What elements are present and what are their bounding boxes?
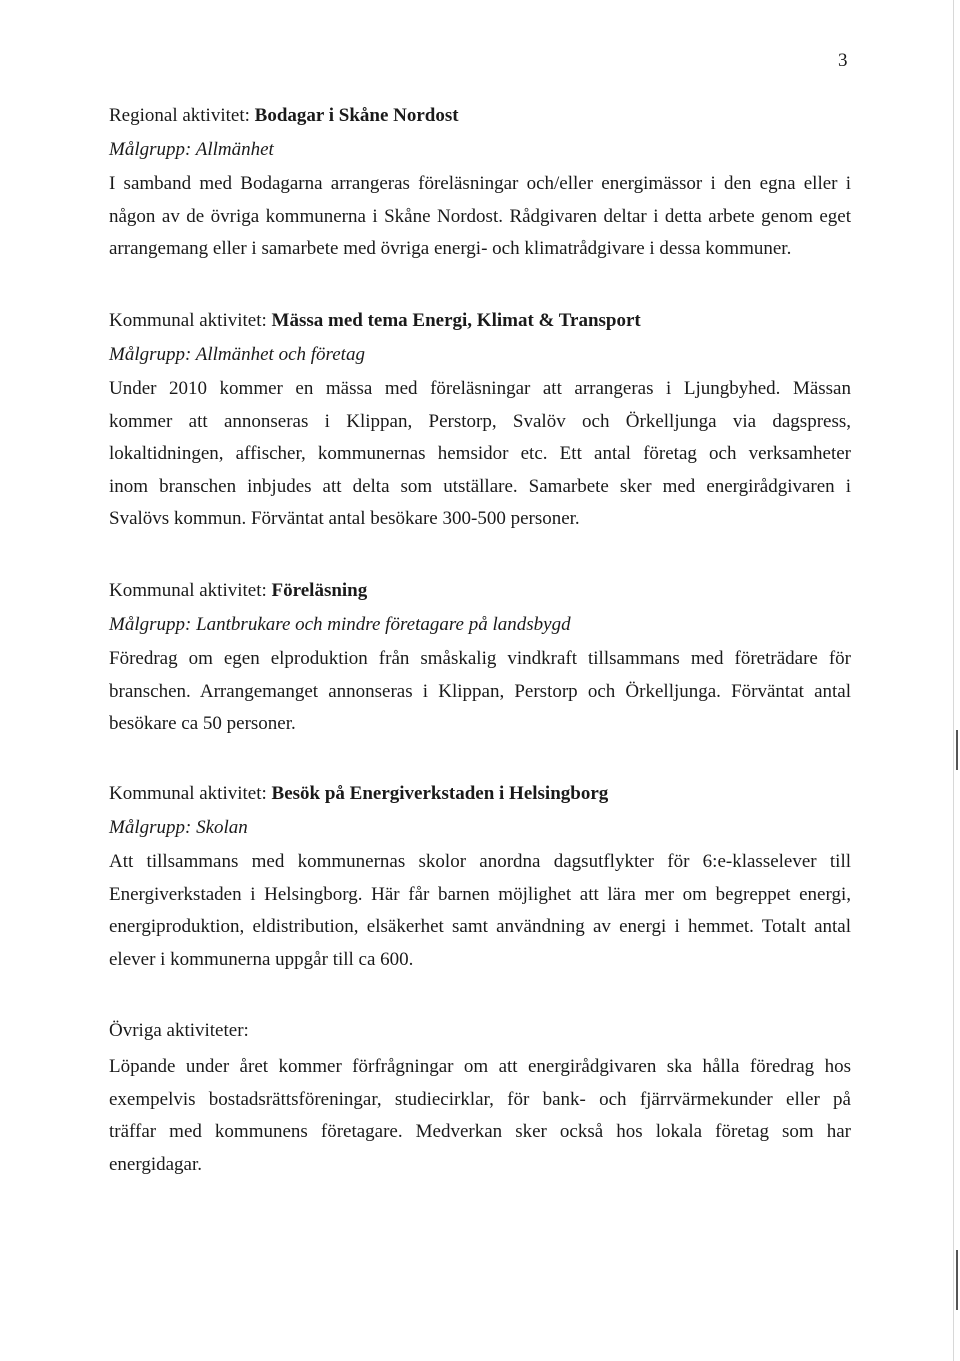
target-value: Allmänhet — [195, 139, 274, 160]
body-line: Energiverkstaden i Helsingborg. Här får barnen möjlighet att lära mer om begreppet energi, — [109, 883, 851, 905]
body-line: Att tillsammans med kommunernas skolor anordna dagsutflykter för 6:e-klasselever till — [109, 851, 851, 872]
target-value: Skolan — [196, 817, 248, 838]
heading-title: Besök på Energiverkstaden i Helsingborg — [271, 783, 609, 804]
body-line: Löpande under året kommer förfrågningar om att energirådgivaren ska hålla föredrag hos — [109, 1056, 851, 1077]
body-line: branschen. Arrangemanget annonseras i Klippan, Perstorp och Örkelljunga. Förväntat antal — [109, 680, 851, 702]
section-heading — [109, 102, 851, 130]
section-forelasning — [109, 577, 851, 741]
body-line: besökare ca 50 personer. — [109, 713, 296, 734]
section-energiverkstaden — [109, 780, 851, 976]
body-line: Under 2010 kommer en mässa med föreläsningar att arrangeras i Ljungbyhed. Mässan — [109, 378, 851, 399]
target-group — [109, 341, 851, 369]
body-line: energidagar. — [109, 1153, 203, 1175]
target-group — [109, 814, 851, 842]
section-heading — [109, 577, 851, 605]
heading-title: Bodagar i Skåne Nordost — [254, 105, 459, 126]
body-line: kommer att annonseras i Klippan, Perstorp, Svalöv och Örkelljunga via dagspress, — [109, 410, 851, 432]
section-body — [109, 846, 851, 976]
body-line: elever i kommunerna uppgår till ca 600. — [109, 948, 414, 970]
body-line: energiproduktion, eldistribution, elsäkerhet samt användning av energi i hemmet. Totalt antal — [109, 916, 851, 937]
target-label: Målgrupp: — [109, 614, 197, 635]
body-line: exempelvis bostadsrättsföreningar, studiecirklar, för bank- och fjärrvärmekunder eller på — [109, 1088, 851, 1110]
body-line: Svalövs kommun. Förväntat antal besökare 300-500 personer. — [109, 508, 580, 529]
heading-prefix: Regional aktivitet: — [109, 105, 255, 126]
target-label: Målgrupp: — [109, 817, 197, 838]
heading-prefix: Kommunal aktivitet: — [109, 580, 272, 601]
scan-mark — [956, 1250, 958, 1310]
section-heading — [109, 780, 851, 808]
target-label: Målgrupp: — [109, 139, 196, 160]
target-group — [109, 611, 851, 639]
heading-prefix: Övriga aktiviteter: — [109, 1020, 249, 1041]
heading-prefix: Kommunal aktivitet: — [109, 783, 272, 804]
body-line: inom branschen inbjudes att delta som utställare. Samarbete sker med energirådgivaren i — [109, 475, 851, 497]
target-value: Lantbrukare och mindre företagare på landsbygd — [196, 614, 571, 635]
heading-title: Föreläsning — [271, 580, 368, 601]
body-line: lokaltidningen, affischer, kommunernas hemsidor etc. Ett antal företag och verksamheter — [109, 443, 851, 464]
body-line: träffar med kommunens företagare. Medverkan sker också hos lokala företag som har — [109, 1121, 851, 1142]
section-heading — [109, 307, 851, 335]
page-number: 3 — [838, 50, 848, 71]
scan-mark — [956, 730, 958, 770]
body-line: I samband med Bodagarna arrangeras föreläsningar och/eller energimässor i den egna eller i — [109, 173, 851, 194]
section-body — [109, 1051, 851, 1181]
section-body — [109, 643, 851, 741]
section-body — [109, 373, 851, 536]
target-label: Målgrupp: — [109, 344, 196, 365]
heading-prefix: Kommunal aktivitet: — [109, 310, 272, 331]
target-value: Allmänhet och företag — [195, 344, 365, 365]
body-line: arrangemang eller i samarbete med övriga energi- och klimatrådgivare i dessa kommuner. — [109, 238, 792, 259]
heading-title: Mässa med tema Energi, Klimat & Transport — [271, 310, 641, 331]
section-ovriga — [109, 1017, 851, 1181]
section-massa — [109, 307, 851, 536]
section-bodagar — [109, 102, 851, 266]
body-line: Föredrag om egen elproduktion från småskalig vindkraft tillsammans med företrädare för — [109, 648, 851, 669]
body-line: någon av de övriga kommunerna i Skåne Nordost. Rådgivaren deltar i detta arbete genom eget — [109, 205, 851, 227]
section-body — [109, 168, 851, 266]
section-heading — [109, 1017, 851, 1045]
target-group — [109, 136, 851, 164]
scan-edge-line — [953, 0, 954, 1361]
